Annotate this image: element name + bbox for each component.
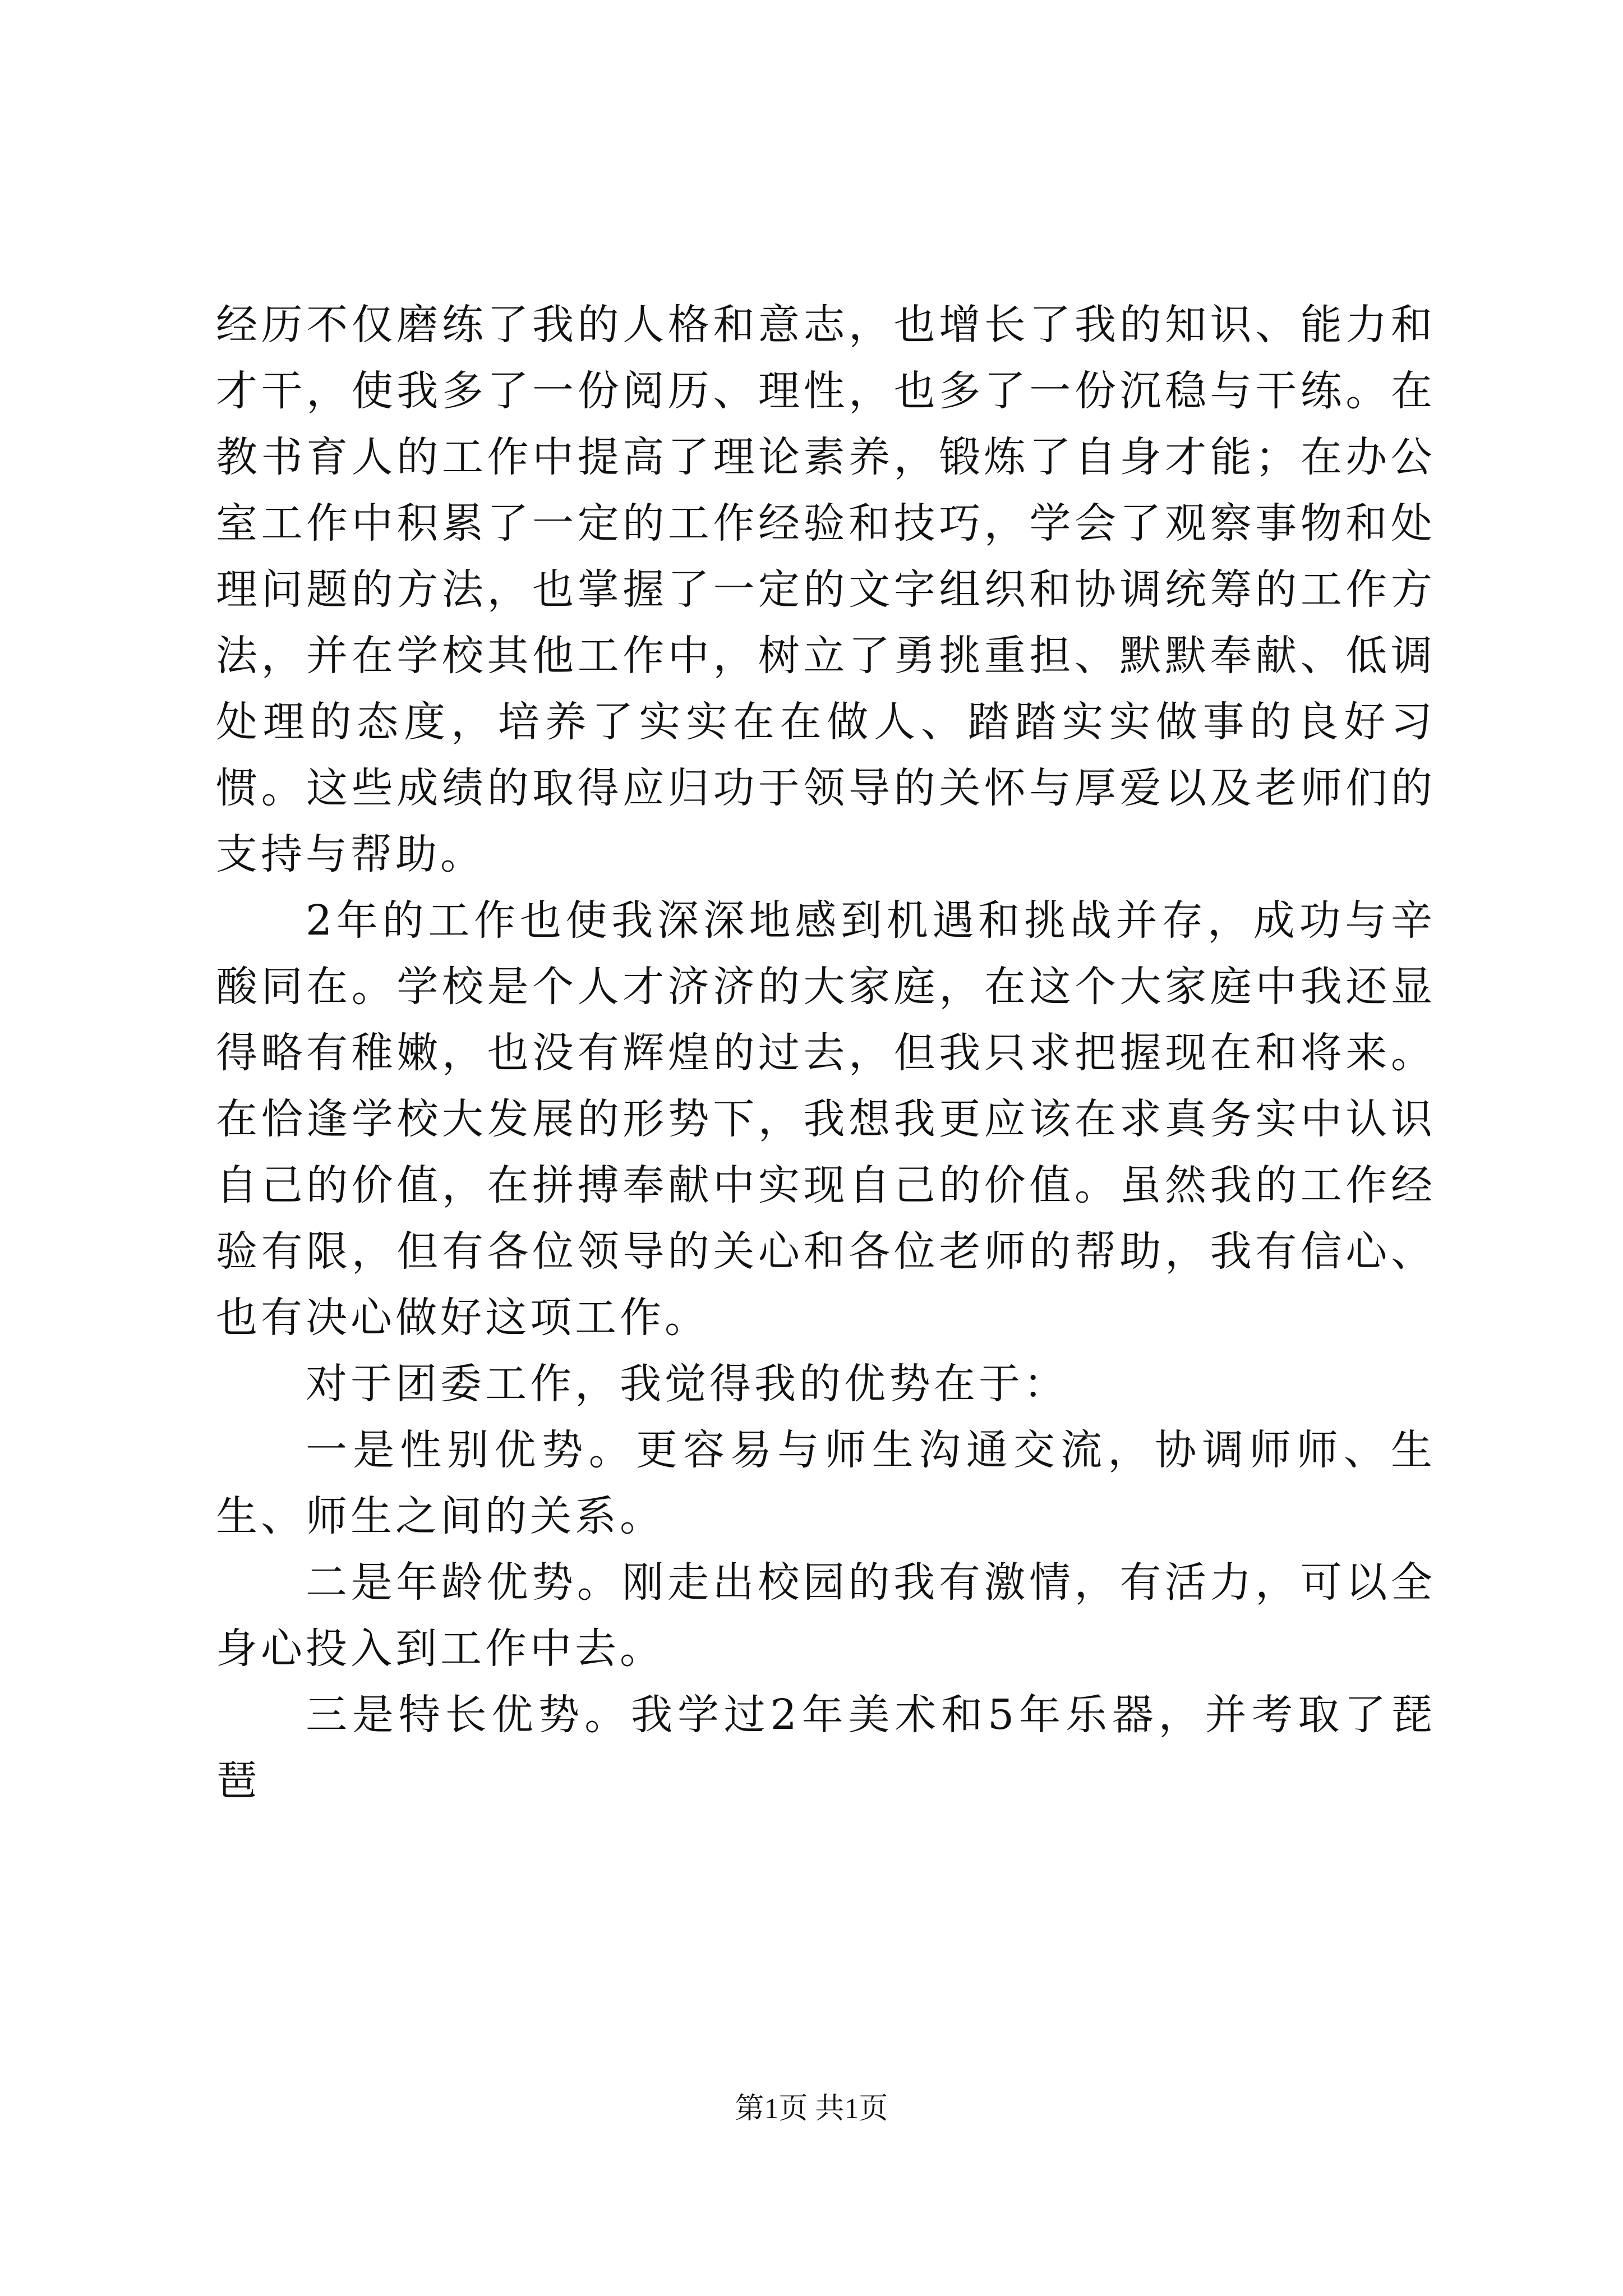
paragraph-opportunity: 2年的工作也使我深深地感到机遇和挑战并存，成功与辛酸同在。学校是个人才济济的大家庭，在这个大家庭中我还显得略有稚嫩，也没有辉煌的过去，但我只求把握现在和将来。在恰逢学校大发展的形势下，我想我更应该在求真务实中认识自己的价值，在拼搏奉献中实现自己的价值。虽然我的工作经验有限，但有各位领导的关心和各位老师的帮助，我有信心、也有决心做好这项工作。	[216, 896, 1436, 1342]
paragraph-talent-advantage: 三是特长优势。我学过2年美术和5年乐器，并考取了琵琶	[216, 1691, 1436, 1805]
page-footer: 第1页 共1页	[735, 2093, 888, 2125]
document-body	[216, 292, 1436, 1814]
paragraph-advantages-intro: 对于团委工作，我觉得我的优势在于：	[306, 1360, 1068, 1408]
paragraph-age-advantage: 二是年龄优势。刚走出校园的我有激情，有活力，可以全身心投入到工作中去。	[216, 1558, 1436, 1673]
paragraph-continuation: 经历不仅磨练了我的人格和意志，也增长了我的知识、能力和才干，使我多了一份阅历、理性，也多了一份沉稳与干练。在教书育人的工作中提高了理论素养，锻炼了自身才能；在办公室工作中积累了一定的工作经验和技巧，学会了观察事物和处理问题的方法，也掌握了一定的文字组织和协调统筹的工作方法，并在学校其他工作中，树立了勇挑重担、默默奉献、低调处理的态度，培养了实实在在做人、踏踏实实做事的良好习惯。这些成绩的取得应归功于领导的关怀与厚爱以及老师们的支持与帮助。	[216, 301, 1436, 878]
paragraph-gender-advantage: 一是性别优势。更容易与师生沟通交流，协调师师、生生、师生之间的关系。	[216, 1426, 1436, 1540]
